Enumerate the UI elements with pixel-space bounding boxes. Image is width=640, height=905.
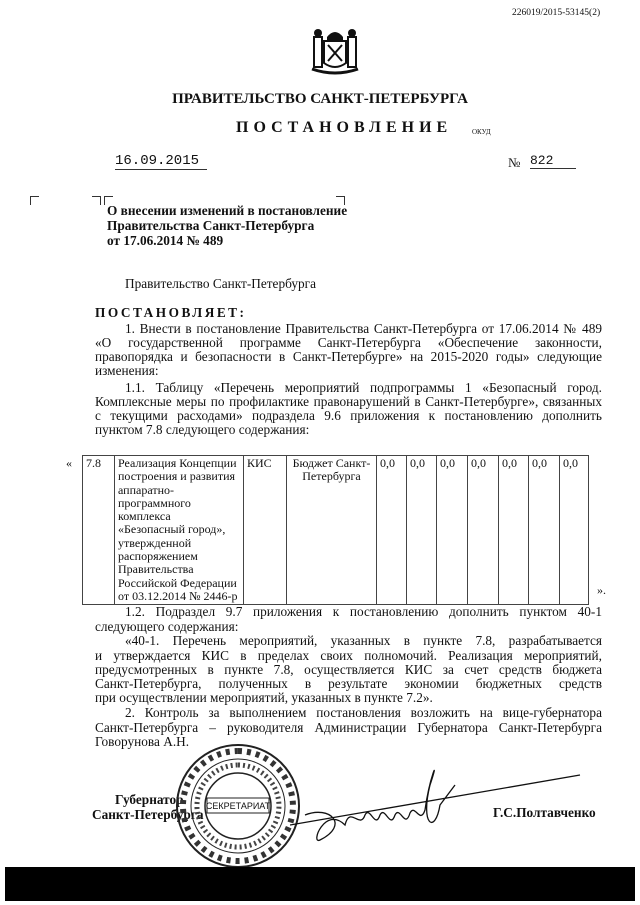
paragraph-line: и утверждается КИС в пределах своих полномочий. Реализация мероприятий, [95, 648, 602, 663]
signatory-position: Губернатор [115, 792, 184, 807]
document-number: 822 [530, 153, 576, 169]
okud-label: ОКУД [472, 128, 491, 136]
document-date: 16.09.2015 [115, 153, 207, 170]
redaction-band [5, 867, 635, 901]
value-cell: 0,0 [560, 456, 589, 605]
document-type-heading: ПОСТАНОВЛЕНИЕ [236, 119, 453, 136]
paragraph-line: Говорунова А.Н. [95, 734, 190, 749]
value-cell: 0,0 [529, 456, 560, 605]
organization-heading: ПРАВИТЕЛЬСТВО САНКТ-ПЕТЕРБУРГА [172, 91, 468, 107]
paragraph-line: 1. Внести в постановление Правительства Санкт-Петербурга от 17.06.2014 № 489 [125, 321, 602, 336]
svg-text:СЕКРЕТАРИАТ: СЕКРЕТАРИАТ [205, 801, 271, 811]
paragraph-line: с текущими расходами» подраздела 9.6 приложения к постановлению дополнить [95, 408, 602, 423]
measures-table [82, 455, 589, 605]
number-label: № [508, 155, 521, 170]
paragraph-line: предусмотренных в пункте 7.8, осуществляется КИС за счет средств бюджета [95, 662, 602, 677]
document-title [107, 203, 347, 248]
document-id: 226019/2015-53145(2) [512, 8, 601, 18]
paragraph-line: «О государственной программе Санкт-Петербурга «Обеспечение законности, [95, 335, 602, 350]
signatory-name: Г.С.Полтавченко [493, 805, 596, 820]
paragraph-line: при осуществлении мероприятий, указанных в пункте 7.2». [95, 690, 433, 705]
paragraph-line: Санкт-Петербурга, полученных в результате экономии бюджетных средств [95, 676, 602, 691]
paragraph-line: Санкт-Петербурга – руководителя Администрации Губернатора Санкт-Петербурга [95, 720, 602, 735]
handwritten-signature [290, 745, 610, 860]
value-cell: 0,0 [437, 456, 468, 605]
issuer: Правительство Санкт-Петербурга [125, 276, 317, 291]
signatory-position: Санкт-Петербурга [92, 807, 204, 822]
item-number: 7.8 [83, 456, 115, 605]
item-name: Реализация Концепции построения и развития аппаратно-программного комплекса «Безопасный город», утвержденной распоряжением Правительства Российской Федерации от 03.12.2014 № 2446-р [115, 456, 244, 605]
corner-mark [92, 196, 101, 205]
paragraph-line: правопорядка и безопасности в Санкт-Петербурге» на 2015-2020 годы» следующие [95, 349, 602, 364]
table-open-quote: « [66, 456, 72, 470]
paragraph-line: пунктом 7.8 следующего содержания: [95, 422, 310, 437]
paragraph-line: 1.2. Подраздел 9.7 приложения к постановлению дополнить пунктом 40-1 [125, 604, 602, 619]
value-cell: 0,0 [407, 456, 437, 605]
title-line: Правительства Санкт-Петербурга [107, 218, 315, 233]
paragraph-line: 2. Контроль за выполнением постановления возложить на вице-губернатора [125, 705, 602, 720]
item-executor: КИС [244, 456, 287, 605]
item-source: Бюджет Санкт-Петербурга [287, 456, 377, 605]
paragraph-line: 1.1. Таблицу «Перечень мероприятий подпрограммы 1 «Безопасный город. [125, 380, 602, 395]
paragraph-line: изменения: [95, 363, 159, 378]
title-line: от 17.06.2014 № 489 [107, 233, 224, 248]
title-line: О внесении изменений в постановление [107, 203, 348, 218]
paragraph-line: «40-1. Перечень мероприятий, указанных в пункте 7.8, разрабатывается [125, 633, 602, 648]
corner-mark [30, 196, 39, 205]
official-stamp [175, 743, 301, 869]
resolves-heading: ПОСТАНОВЛЯЕТ: [95, 305, 247, 320]
paragraph-line: следующего содержания: [95, 619, 239, 634]
value-cell: 0,0 [377, 456, 407, 605]
table-row [83, 456, 589, 605]
table-close-quote: ». [597, 583, 606, 597]
value-cell: 0,0 [499, 456, 529, 605]
coat-of-arms-emblem [310, 25, 360, 77]
paragraph-line: Комплексные меры по профилактике правонарушений в Санкт-Петербурге», связанных [95, 394, 602, 409]
value-cell: 0,0 [468, 456, 499, 605]
